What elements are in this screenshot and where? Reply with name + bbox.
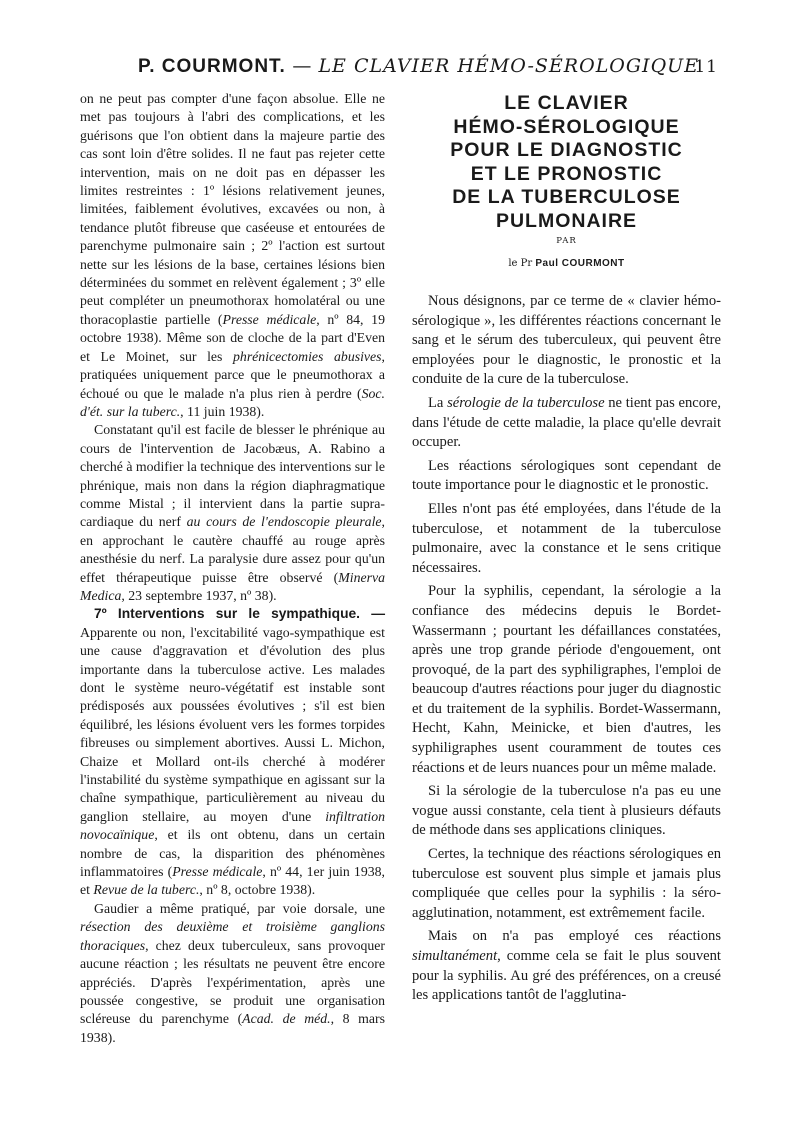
title-line: ET LE PRONOSTIC: [470, 162, 663, 185]
text: , et ils ont obtenu, dans un certain nombre de cas, la disparition des phénomènes inflammatoires (: [80, 827, 385, 880]
section-heading: 7º Interventions sur le sympathique. —: [94, 606, 385, 622]
text: ne tient pas encore, dans l'étude de cette maladie, la place qu'elle devrait occuper.: [412, 394, 722, 451]
left-column: [80, 90, 385, 1047]
title-line: DE LA TUBERCULOSE: [452, 186, 681, 208]
text: , nº 84, 19 octobre 1938). Même son de cloche de la part d'Even et Le Moinet, sur les: [80, 311, 385, 364]
paragraph: [80, 421, 385, 605]
text: , 11 juin 1938).: [180, 403, 265, 419]
citation: Acad. de méd.: [242, 1011, 331, 1027]
text: , chez deux tuberculeux, sans provoquer aucune réaction ; les résultats ne peuvent être encore appréciés. D'après l'expérimentation, après une poussée congestive, se produit une organisation scléreuse du parenchyme (: [80, 937, 385, 1027]
title-line: HÉMO-SÉROLOGIQUE: [453, 115, 680, 138]
header-title: LE CLAVIER HÉMO-SÉROLOGIQUE: [318, 55, 700, 77]
text: , 8 mars 1938).: [80, 1011, 385, 1045]
emphasis: sérologie de la tuberculose: [447, 394, 605, 411]
paragraph: [80, 605, 385, 900]
citation: Soc. d'ét. sur la tuberc.: [80, 385, 385, 419]
byline-prefix: le Pr: [508, 258, 533, 269]
running-header: [138, 55, 718, 85]
right-column: [412, 292, 721, 1006]
text: Constatant qu'il est facile de blesser le phrénique au cours de l'intervention de Jacobæus, A. Rabino a cherché à modifier la technique des interventions sur le phrénique, mais non dans la région diaphragmatique comme Mistal ; il intervient dans la partie supra-cardiaque du nerf: [80, 422, 385, 530]
paragraph: [412, 394, 721, 453]
emphasis: résection des deuxième et troisième ganglions thoraciques: [80, 919, 385, 953]
header-author: P. COURMONT.: [138, 56, 286, 77]
citation: Presse médicale: [172, 864, 263, 880]
paragraph: [80, 900, 385, 1047]
text: , nº 8, octobre 1938).: [199, 882, 316, 898]
emphasis: simultanément: [412, 948, 498, 964]
running-head: [138, 55, 699, 78]
article-title: [412, 92, 721, 233]
title-line: LE CLAVIER: [504, 92, 629, 114]
emphasis: phrénicectomies abusives: [233, 348, 382, 364]
text: Gaudier a même pratiqué, par voie dorsale, une: [94, 900, 385, 916]
paragraph: Elles n'ont pas été employées, dans l'étude de la tuberculose, et notamment de la tuberculose pulmonaire, avec la constance et le sens critique nécessaires.: [412, 500, 721, 576]
paragraph: Certes, la technique des réactions sérologiques en tuberculose est souvent plus simple et jamais plus compliquée que celles pour la syphilis : la séro-agglutination, notamment, est extrêmement facile.: [412, 846, 721, 921]
paragraph: Les réactions sérologiques sont cependant de toute importance pour le diagnostic et le pronostic.: [412, 457, 721, 494]
byline: [412, 258, 721, 269]
byline-name: Paul COURMONT: [535, 258, 625, 269]
paragraph: Si la sérologie de la tuberculose n'a pas eu une vogue aussi constante, cela tient à plusieurs défauts de méthode dans ses applications cliniques.: [412, 783, 721, 839]
text: , comme cela se fait le plus souvent pour la syphilis. Au gré des préférences, on a creusé les applications tantôt de l'agglutina-: [412, 948, 721, 1004]
text: , en approchant le cautère chauffé au rouge après anesthésie du nerf. La paralysie dure assez pour qu'un effet thérapeutique puisse être observé (: [80, 514, 385, 585]
citation: Minerva Medica: [80, 569, 385, 603]
header-separator: —: [292, 55, 312, 77]
paragraph: [412, 927, 721, 1005]
paragraph: [80, 90, 385, 421]
page-number: 11: [694, 57, 718, 77]
citation: Presse médicale: [222, 311, 317, 327]
text: La: [428, 394, 448, 411]
paragraph: Nous désignons, par ce terme de « clavier hémo-sérologique », les différentes réactions concernant le sang et le sérum des tuberculeux, qui peuvent être employées pour le diagnostic, le pronostic et la conduite de la cure de la tuberculose.: [412, 293, 721, 388]
text: , nº 44, 1er juin 1938, et: [80, 864, 385, 898]
text: Mais on n'a pas employé ces réactions: [428, 928, 721, 945]
text: , pratiquées uniquement parce que le pneumothorax a échoué ou que le malade n'a plus rien à perdre (: [80, 348, 385, 401]
par-label: PAR: [556, 236, 577, 246]
title-line: POUR LE DIAGNOSTIC: [450, 139, 683, 161]
text: on ne peut pas compter d'une façon absolue. Elle ne met pas toujours à l'abri des complications, et les guérisons que l'on obtient dans la majeure partie des cas sont loin d'être solides. Il ne faut pas rejeter cette intervention, mais on ne doit pas en dépasser les limites restreintes : 1º lésions relativement jeunes, limitées, faiblement évolutives, excavées ou non, à tendance plutôt fibreuse que caséeuse et entourées de parenchyme pulmonaire sain ; 2º l'action est surtout nette sur les lésions de la base, certaines lésions bien déterminées du sommet en relèvent également ; 3º elle peut compléter un pneumothorax homolatéral ou une thoracoplastie partielle (: [80, 91, 385, 327]
text: , 23 septembre 1937, nº 38).: [121, 587, 277, 603]
text: Apparente ou non, l'excitabilité vago-sympathique est une cause d'aggravation et d'évolution des plus importante dans la tuberculose active. Les malades dont le système neuro-végétatif est instable sont prédisposés aux poussées évolutives ; s'il est bien équilibré, les lésions évoluent vers les formes torpides fibreuses ou simplement abortives. Aussi L. Michon, Chaize et Mollard ont-ils cherché à modérer l'instabilité du système sympathique en agissant sur la chaîne sympathique, particulièrement au niveau du ganglion stellaire, au moyen d'une: [80, 624, 385, 824]
paragraph: Pour la syphilis, cependant, la sérologie a la confiance des médecins depuis le Bordet-Wassermann ; pourtant les défaillances constatées, après une trop grande période d'engouement, ont provoqué, de la part des syphiligraphes, l'emploi de beaucoup d'autres réactions pour juger du diagnostic et du traitement de la syphilis. Bordet-Wassermann, Hecht, Kahn, Meinicke, et bien d'autres, les syphiligraphes usent couramment de toutes ces réactions et de leurs nuances pour un même malade.: [412, 583, 721, 776]
title-line: PULMONAIRE: [495, 209, 638, 232]
emphasis: au cours de l'endoscopie pleurale: [186, 514, 382, 530]
citation: Revue de la tuberc.: [93, 882, 200, 898]
emphasis: infiltration novocaïnique: [80, 808, 385, 843]
